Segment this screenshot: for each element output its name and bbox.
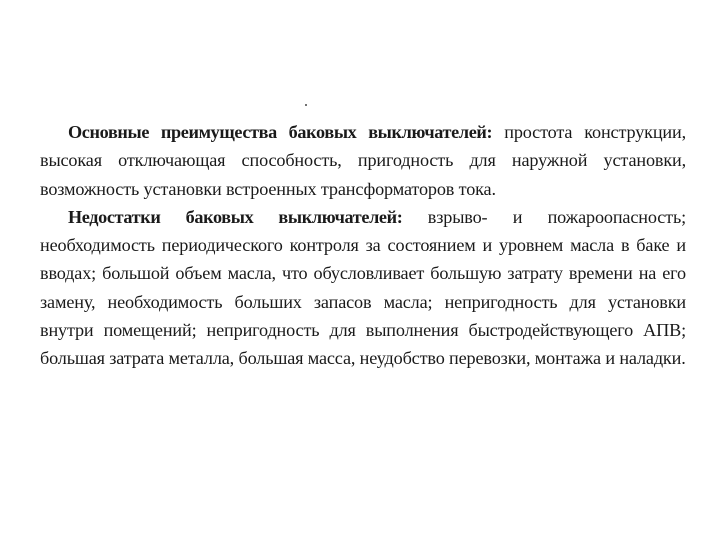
disadvantages-heading: Недостатки баковых выключателей: (68, 206, 403, 227)
advantages-paragraph (40, 118, 686, 203)
advantages-heading: Основные преимущества баковых выключателей: (68, 122, 493, 142)
disadvantages-paragraph (40, 203, 686, 373)
document-text (40, 118, 686, 373)
advantages-text: простота конструкции, высокая отключающая способность, пригодность для наружной установки, возможность установки встроенных трансформаторов тока. (40, 122, 686, 199)
scan-speck (305, 104, 307, 106)
disadvantages-text: взрыво- и пожароопасность; необходимость периодического контроля за состоянием и уровнем масла в баке и вводах; большой объем масла, что обусловливает большую затрату времени на его замену, необходимость больших запасов масла; непригодность для установки внутри помещений; непригодность для выполнения быстродействующего АПВ; большая затрата металла, большая масса, неудобство перевозки, монтажа и наладки. (40, 206, 687, 369)
